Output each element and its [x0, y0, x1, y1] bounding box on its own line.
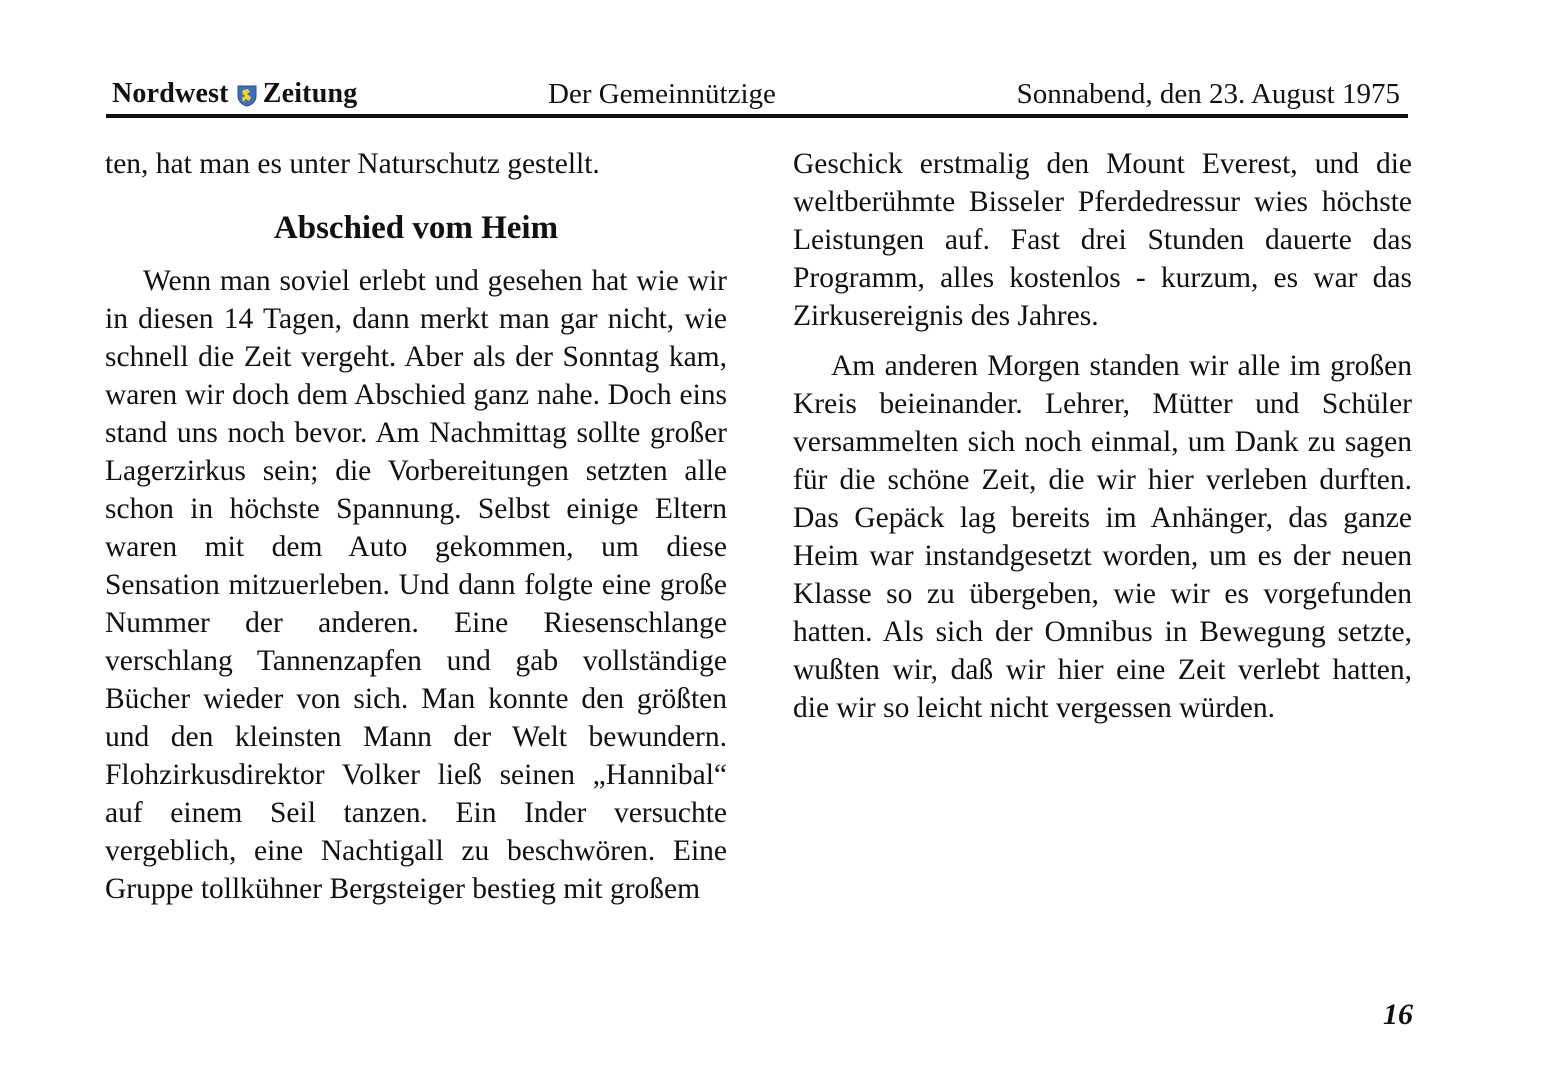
article-paragraph: Am anderen Morgen standen wir alle im großen Kreis beieinander. Lehrer, Mütter und Schüler versammelten sich noch einmal, um Dank zu sagen für die schöne Zeit, die wir hier verleben durften. Das Gepäck lag bereits im Anhänger, das ganze Heim war instandgesetzt worden, um es der neuen Klasse so zu übergeben, wie wir es vorgefunden hatten. Als sich der Omnibus in Bewegung setzte, wußten wir, daß wir hier eine Zeit verlebt hatten, die wir so leicht nicht vergessen würden.	[793, 350, 1412, 724]
issue-date: Sonnabend, den 23. August 1975	[1016, 78, 1400, 110]
continuation-text: ten, hat man es unter Naturschutz gestellt.	[105, 148, 600, 180]
coat-of-arms-icon	[237, 83, 257, 105]
publication-name-part2: Zeitung	[262, 78, 358, 109]
article-paragraph: Wenn man soviel erlebt und gesehen hat wie wir in diesen 14 Tagen, dann merkt man gar nicht, wie schnell die Zeit vergeht. Aber als der Sonntag kam, waren wir doch dem Abschied ganz nahe. Doch eins stand uns noch bevor. Am Nachmittag sollte großer Lagerzirkus sein; die Vorbereitungen setzten alle schon in höchste Spannung. Selbst einige Eltern waren mit dem Auto gekommen, um diese Sensation mitzuerleben. Und dann folgte eine große Nummer der anderen. Eine Riesenschlange verschlang Tannenzapfen und gab vollständige Bücher wieder von sich. Man konnte den größten und den kleinsten Mann der Welt bewundern. Flohzirkusdirektor Volker ließ seinen „Hannibal“ auf einem Seil tanzen. Ein Inder versuchte vergeblich, eine Nachtigall zu beschwören. Eine Gruppe tollkühner Bergsteiger bestieg mit großem	[105, 265, 727, 905]
publication-name	[112, 78, 357, 110]
article-paragraph: Geschick erstmalig den Mount Everest, und die weltberühmte Bisseler Pferdedressur wies höchste Leistungen auf. Fast drei Stunden dauerte das Programm, alles kostenlos - kurzum, es war das Zirkusereignis des Jahres.	[793, 148, 1412, 332]
section-title: Der Gemeinnützige	[548, 78, 776, 110]
article-heading: Abschied vom Heim	[273, 210, 559, 246]
right-column	[793, 145, 1412, 727]
page-number: 16	[1383, 998, 1413, 1031]
page-header	[106, 74, 1408, 118]
left-column	[105, 145, 727, 908]
publication-name-part1: Nordwest	[112, 78, 229, 109]
